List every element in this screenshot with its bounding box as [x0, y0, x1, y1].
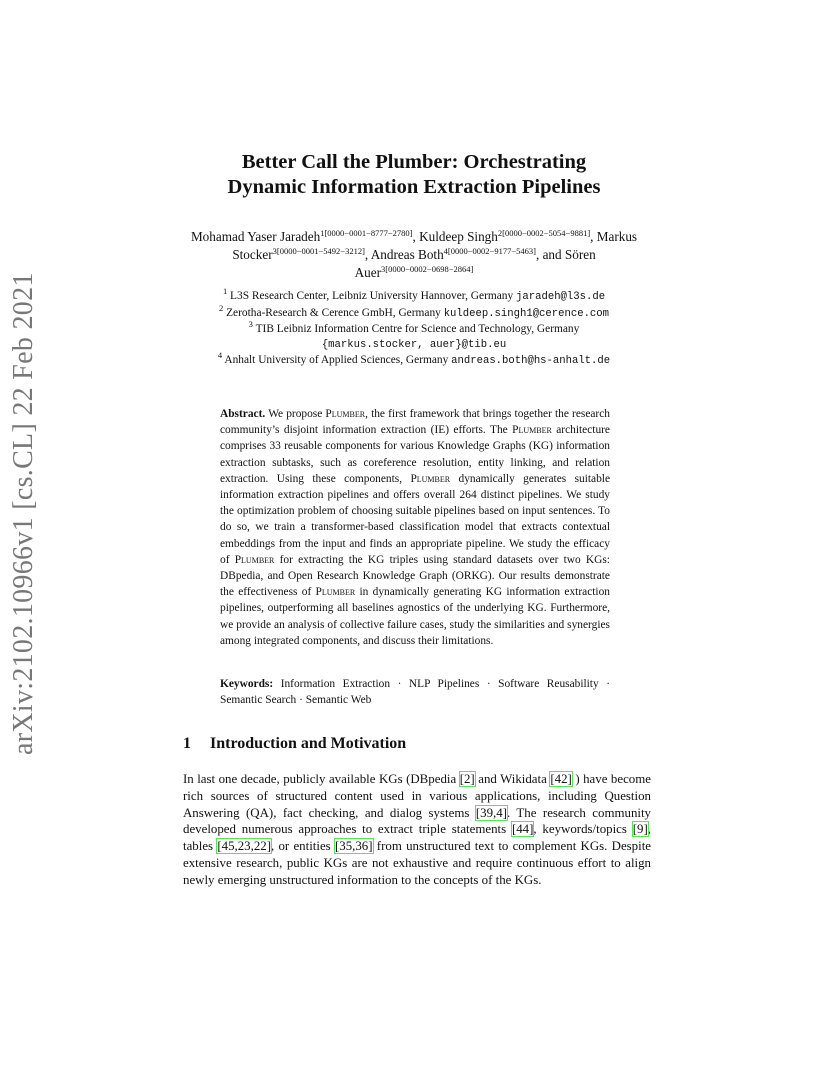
body-text: , keywords/topics [533, 822, 627, 837]
body-text: from unstructured text to complement KGs. Despite extensive research, public KGs are not exhaustive and require continuous effort to align newly emerging unstructured information to the concepts of the KGs. [183, 839, 652, 887]
affiliation-4 [180, 350, 648, 370]
author-orcid: 4[0000−0002−9177−5463] [443, 246, 536, 256]
affiliation-number: 3 [248, 319, 253, 329]
abstract-text: , the first framework that brings together the research community’s disjoint information extraction (IE) efforts. The [220, 408, 610, 437]
author-list: Mohamad Yaser Jaradeh$^{1[0000-0001-8777-2780]}$, Kuldeep Singh$^{2[0000-0002-5054-9881]}$, Markus Stocker$^{3[0000-0001-5492-3212]}$, Andreas Both$^{4[0000-0002-9177-5463]}$, and Sören Auer$^{3[0000-0002-0698-2864]}$ [190, 228, 638, 280]
body-text: , or entities [271, 839, 331, 854]
keywords-label: Keywords: [220, 678, 274, 690]
body-text: ) have become rich sources of structured content used in various applications, including Question Answering (QA), fact checking, and dialog systems [183, 772, 651, 820]
section-number: 1 [183, 735, 191, 752]
abstract-label: Abstract. [220, 408, 266, 420]
abstract-text: in dynamically generating KG information extraction pipelines, outperforming all baselines agnostics of the underlying KG. Furthermore, we provide an analysis of collective failure cases, study the similarities and synergies among integrated components, and discuss their limitations. [220, 586, 610, 647]
citation-link[interactable]: [42] [550, 772, 572, 786]
affiliation-text: Zerotha-Research & Cerence GmbH, Germany [226, 306, 441, 319]
affiliation-text: L3S Research Center, Leibniz University Hannover, Germany [230, 290, 514, 302]
plumber-name: Plumber [410, 472, 451, 485]
citation-link[interactable]: [35,36] [334, 839, 373, 854]
citation-link[interactable]: [39,4] [475, 805, 507, 820]
plumber-name: Plumber [315, 586, 356, 599]
affiliation-email: kuldeep.singh1@cerence.com [443, 307, 609, 320]
title-line-2: Dynamic Information Extraction Pipelines [227, 176, 601, 198]
author-name: Markus Stocker [232, 229, 638, 262]
affiliation-number: 2 [218, 302, 224, 313]
abstract-text: architecture comprises 33 reusable components for various Knowledge Graphs (KG) information extraction subtasks, such as coreference resolution, entity linking, and relation extraction. Using these components, [220, 424, 610, 485]
body-text: In last one decade, publicly available KGs (DBpedia [183, 772, 457, 786]
body-text: and Wikidata [478, 772, 547, 786]
affiliation-email: jaradeh@l3s.de [516, 291, 606, 303]
affiliation-text: Anhalt University of Applied Sciences, Germany [224, 354, 449, 366]
author-conjunction: , and [535, 247, 565, 262]
arxiv-identifier: arXiv:2102.10966v1 [cs.CL] 22 Feb 2021 [8, 272, 39, 755]
section-title: Introduction and Motivation [210, 735, 407, 752]
affiliation-number: 1 [222, 286, 228, 296]
author-orcid: 3[0000−0001−5492−3212] [272, 246, 365, 256]
affiliation-1 [180, 286, 648, 306]
abstract-text: for extracting the KG triples using standard datasets over two KGs: DBpedia, and Open Research Knowledge Graph (ORKG). Our results demonstrate the effectiveness of [220, 553, 610, 599]
affiliation-number: 4 [217, 350, 223, 360]
keywords-text: Information Extraction · NLP Pipelines · Software Reusability · Semantic Search · Semantic Web [220, 678, 610, 707]
citation-link[interactable]: [2] [459, 772, 475, 786]
citation-link[interactable]: [44] [511, 822, 534, 837]
abstract [220, 406, 610, 649]
author-name: Sören Auer [354, 247, 596, 280]
abstract-text: We propose [268, 408, 323, 420]
author-name: Kuldeep Singh [419, 229, 498, 244]
citation-link[interactable]: [9] [632, 822, 648, 837]
plumber-name: Plumber [325, 408, 366, 420]
author-name: Andreas Both [370, 247, 444, 262]
affiliation-3 [180, 319, 648, 353]
section-heading [183, 735, 653, 753]
paper-title [120, 150, 708, 200]
author-name: Mohamad Yaser Jaradeh [190, 229, 321, 244]
citation-link[interactable]: [45,23,22] [217, 839, 272, 854]
intro-paragraph [183, 771, 651, 889]
author-orcid: 1[0000−0001−8777−2780] [320, 228, 413, 238]
affiliations [180, 286, 648, 370]
affiliation-text: TIB Leibniz Information Centre for Science and Technology, Germany [255, 323, 580, 335]
affiliation-email: andreas.both@hs-anhalt.de [451, 355, 611, 367]
body-text: . The research community developed numerous approaches to extract triple statements [183, 805, 651, 837]
affiliation-email: {markus.stocker, auer}@tib.eu [321, 338, 507, 351]
abstract-text: dynamically generates suitable information extraction pipelines and offers overall 264 distinct pipelines. We study the optimization problem of choosing suitable pipelines based on input sentences. To do so, we train a transformer-based classification model that extracts contextual embeddings from the input and finds an appropriate pipeline. We study the efficacy of [220, 472, 610, 566]
body-text: , tables [183, 822, 651, 854]
title-line-1: Better Call the Plumber: Orchestrating [241, 151, 587, 173]
keywords [220, 676, 610, 708]
author-orcid: 3[0000−0002−0698−2864] [381, 264, 474, 274]
plumber-name: Plumber [234, 553, 275, 566]
plumber-name: Plumber [512, 424, 552, 437]
author-orcid: 2[0000−0002−5054−9881] [497, 228, 591, 238]
